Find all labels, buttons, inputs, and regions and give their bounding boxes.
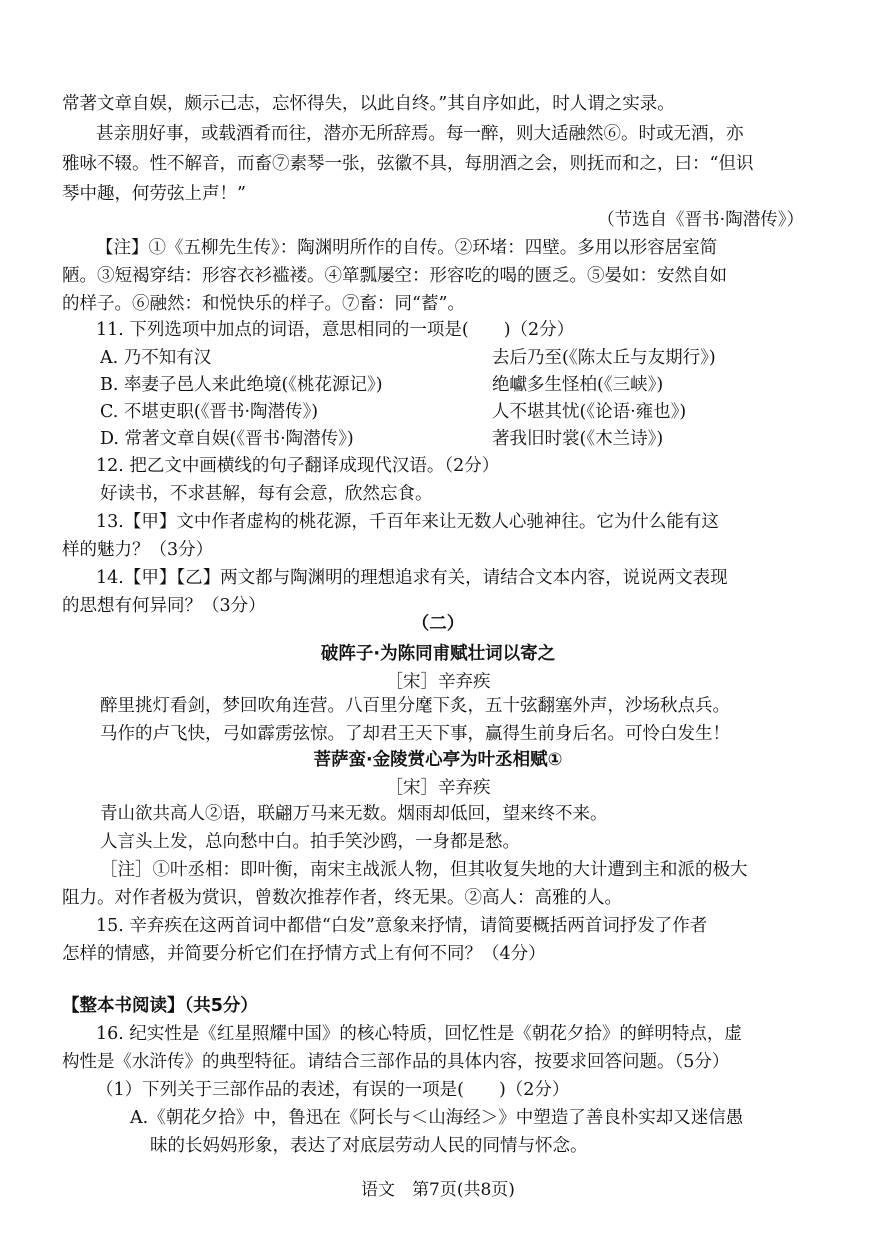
- q11-option-b-right: 绝巘多生怪柏(《三峡》): [492, 375, 664, 395]
- poem-2-line: 人言头上发，总向愁中白。拍手笑沙鸥，一身都是愁。: [100, 832, 520, 852]
- poem-2-title: 菩萨蛮·金陵赏心亭为叶丞相赋①: [313, 750, 563, 770]
- poem-1-line: 醉里挑灯看剑，梦回吹角连营。八百里分麾下炙，五十弦翻塞外声，沙场秋点兵。: [100, 696, 730, 716]
- poem-1-author: ［宋］辛弃疾: [385, 672, 491, 692]
- q11-option-c-right: 人不堪其忧(《论语·雍也》): [492, 402, 687, 422]
- whole-book-heading: 【整本书阅读】（共5分）: [62, 996, 258, 1016]
- question-15-line: 15. 辛弃疾在这两首词中都借“白发”意象来抒情，请简要概括两首词抒发了作者: [96, 916, 708, 936]
- passage-line: 雅咏不辍。性不解音，而畜⑦素琴一张，弦徽不具，每朋酒之会，则抚而和之，曰：“但识: [62, 154, 754, 174]
- question-12-stem: 12. 把乙文中画横线的句子翻译成现代汉语。（2分）: [96, 456, 500, 476]
- poem-note-line: ［注］①叶丞相：即叶衡，南宋主战派人物，但其收复失地的大计遭到主和派的极大: [100, 860, 748, 880]
- question-12-sentence: 好读书，不求甚解，每有会意，欣然忘食。: [100, 484, 433, 504]
- q11-option-a-right: 去后乃至(《陈太丘与友期行》): [492, 348, 716, 368]
- poem-note-line: 阻力。对作者极为赏识，曾数次推荐作者，终无果。②高人：高雅的人。: [62, 888, 622, 908]
- section-heading: （二）: [411, 614, 465, 634]
- question-15-line: 怎样的情感，并简要分析它们在抒情方式上有何不同？（4分）: [62, 944, 546, 964]
- passage-line: 常著文章自娱，颇示己志，忘怀得失，以此自终。”其自序如此，时人谓之实录。: [62, 94, 675, 114]
- question-13-line: 样的魅力？（3分）: [62, 540, 214, 560]
- poem-1-line: 马作的卢飞快，弓如霹雳弦惊。了却君王天下事，赢得生前身后名。可怜白发生！: [100, 724, 730, 744]
- question-11-stem: 11. 下列选项中加点的词语，意思相同的一项是( )（2分）: [96, 320, 575, 340]
- question-13-line: 13.【甲】文中作者虚构的桃花源，千百年来让无数人心驰神往。它为什么能有这: [96, 512, 719, 532]
- q11-option-a-left: A. 乃不知有汉: [100, 348, 212, 368]
- poem-1-title: 破阵子·为陈同甫赋壮词以寄之: [320, 644, 556, 664]
- q16-option-a-line: 昧的长妈妈形象，表达了对底层劳动人民的同情与怀念。: [150, 1136, 588, 1156]
- poem-2-author: ［宋］辛弃疾: [385, 778, 491, 798]
- poem-2-line: 青山欲共高人②语，联翩万马来无数。烟雨却低回，望来终不来。: [100, 804, 608, 824]
- q11-option-d-left: D. 常著文章自娱(《晋书·陶潜传》): [100, 429, 354, 449]
- question-14-line: 的思想有何异同？（3分）: [62, 596, 266, 616]
- question-16-line: 构性是《水浒传》的典型特征。请结合三部作品的具体内容，按要求回答问题。（5分）: [62, 1052, 730, 1072]
- note-line: 【注】①《五柳先生传》：陶渊明所作的自传。②环堵：四壁。多用以形容居室简: [96, 238, 718, 258]
- question-16-line: 16. 纪实性是《红星照耀中国》的核心特质，回忆性是《朝花夕拾》的鲜明特点，虚: [96, 1024, 742, 1044]
- passage-source: （节选自《晋书·陶潜传》）: [597, 210, 804, 230]
- note-line: 陋。③短褐穿结：形容衣衫褴褛。④箪瓢屡空：形容吃的喝的匮乏。⑤晏如：安然自如: [62, 266, 727, 286]
- note-line: 的样子。⑥融然：和悦快乐的样子。⑦畜：同“蓄”。: [62, 294, 465, 314]
- page-footer: 语文 第7页(共8页): [361, 1180, 515, 1200]
- passage-line: 甚亲朋好事，或载酒肴而往，潜亦无所辞焉。每一醉，则大适融然⑥。时或无酒，亦: [96, 124, 744, 144]
- question-14-line: 14.【甲】【乙】两文都与陶渊明的理想追求有关，请结合文本内容，说说两文表现: [96, 568, 728, 588]
- q16-option-a-line: A.《朝花夕拾》中，鲁迅在《阿长与＜山海经＞》中塑造了善良朴实却又迷信愚: [130, 1108, 744, 1128]
- question-16-sub1: （1）下列关于三部作品的表述，有误的一项是( )（2分）: [96, 1080, 570, 1100]
- q11-option-c-left: C. 不堪吏职(《晋书·陶潜传》): [100, 402, 319, 422]
- q11-option-d-right: 著我旧时裳(《木兰诗》): [492, 429, 664, 449]
- passage-line: 琴中趣，何劳弦上声！”: [62, 184, 246, 204]
- q11-option-b-left: B. 率妻子邑人来此绝境(《桃花源记》): [100, 375, 383, 395]
